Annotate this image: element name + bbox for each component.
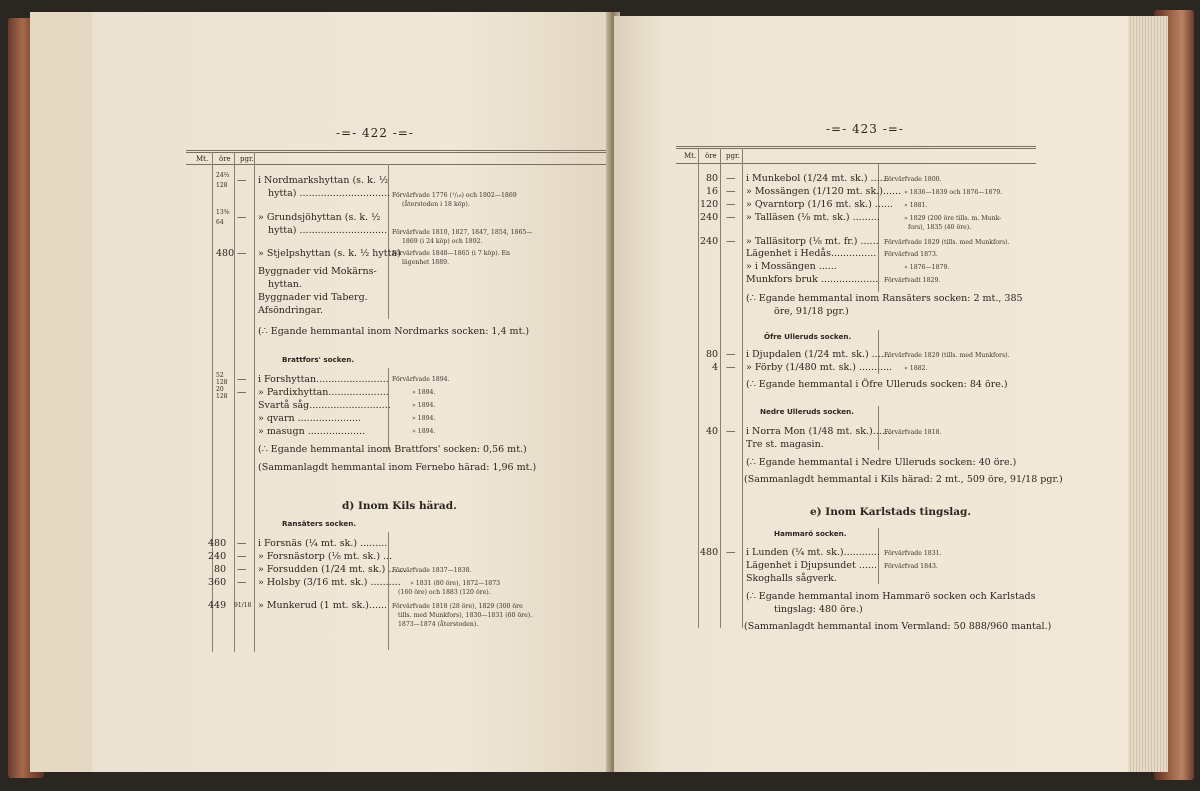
list-item: » masugn ................... <box>258 426 366 437</box>
chapter-heading: d) Inom Kils härad. <box>342 500 457 512</box>
left-page: -=- 422 -=- Mt. öre pgr. 24⅔ 128 — i Nordmarkshyttan (s. k. ½ hytta) .............................. Förvärfvade 1776 (¹/₁₈) och 1802—1869 (återstoden i 18 köp). 13⅜ 64 — » Grundsjöhyttan (s. k. ½ hytta) ............................. Förvärfvade 1810, 1827, 1847, 1854, 1865— 1869 (i 24 köp) och 1892. 480 — » Stjelpshyttan (s. k. ½ hytta) Förvärfvade 1848—1865 (i 7 köp). En lägenhet 1889. Byggnader vid Mokärns- hyttan. Byggnader vid Taberg. Afsöndringar. (∴ Egande hemmantal inom Nordmarks socken: 1,4 mt.) Brattfors' socken. 52 128 20 128 — i Forshyttan........................ Förvärfvade 1894. — » Pardixhyttan.................... » 1894. Svartå såg........................... » 1894. » qvarn ..................... » 1894. » masugn ................... » 1894. (∴ Egande hemmantal inom Brattfors' socken: 0,56 mt.) (Sammanlagdt hemmantal inom Fernebo härad: 1,96 mt.) d) Inom Kils härad. Ransäters socken. 480 — i Forsnäs (¼ mt. sk.) ......... 240 — » Forsnästorp (⅛ mt. sk.) ... 80 — » Forsudden (1/24 mt. sk.) ...... Förvärfvade 1837—1838. 360 — » Holsby (3/16 mt. sk.) .......... » 1831 (80 öre), 1872—1873 (160 öre) och 1883 (120 öre). 449 91/18 » Munkerud (1 mt. sk.)...... Förvärfvade 1818 (28 öre), 1829 (300 öre tills. med Munkfors), 1830—1831 (60 öre). 1873—1874 (återstoden). <box>92 12 612 772</box>
table-top-rule <box>676 146 1036 147</box>
list-item: i Forsnäs (¼ mt. sk.) ......... <box>258 538 388 549</box>
summary-line: (∴ Egande hemmantal inom Nordmarks socken: 1,4 mt.) <box>258 326 530 337</box>
list-item: » Mossängen (1/120 mt. sk.)...... <box>746 186 902 197</box>
list-item: i Lunden (¼ mt. sk.)............ <box>746 547 880 558</box>
list-item: » Holsby (3/16 mt. sk.) .......... <box>258 577 401 588</box>
summary-line: (∴ Egande hemmantal i Öfre Ulleruds socken: 84 öre.) <box>746 379 1008 390</box>
list-item: Svartå såg........................... <box>258 400 391 411</box>
list-item: Skoghalls sågverk. <box>746 573 837 584</box>
page-edge-right <box>1128 16 1168 772</box>
summary-line: (∴ Egande hemmantal i Nedre Ulleruds socken: 40 öre.) <box>746 457 1017 468</box>
list-item: Tre st. magasin. <box>746 439 824 450</box>
summary-line: (∴ Egande hemmantal inom Brattfors' socken: 0,56 mt.) <box>258 444 527 455</box>
list-item: » Talläsitorp (⅛ mt. fr.) ...... <box>746 236 879 247</box>
list-item: Lägenhet i Djupsundet ...... <box>746 560 877 571</box>
section-heading: Ransäters socken. <box>282 519 357 528</box>
section-heading: Brattfors' socken. <box>282 355 355 364</box>
section-heading: Hammarö socken. <box>774 529 847 538</box>
list-item: Lägenhet i Hedås............... <box>746 248 877 259</box>
header-pgr: pgr. <box>726 152 740 160</box>
header-ore: öre <box>219 155 231 163</box>
header-mt: Mt. <box>684 152 697 160</box>
list-item: » Munkerud (1 mt. sk.)...... <box>258 600 388 611</box>
list-item: » Stjelpshyttan (s. k. ½ hytta) <box>258 248 401 259</box>
page-edge-left <box>30 12 92 772</box>
list-item: » Pardixhyttan.................... <box>258 387 389 398</box>
section-heading: Nedre Ulleruds socken. <box>760 407 854 416</box>
list-item: » Grundsjöhyttan (s. k. ½ <box>258 212 381 223</box>
header-pgr: pgr. <box>240 155 254 163</box>
page-number: -=- 422 -=- <box>336 126 414 140</box>
list-item: i Munkebol (1/24 mt. sk.) ...... <box>746 173 889 184</box>
table-header-rule <box>186 164 606 165</box>
list-item: » qvarn ..................... <box>258 413 362 424</box>
header-ore: öre <box>705 152 717 160</box>
list-item: » i Mossängen ...... <box>746 261 837 272</box>
list-item: i Nordmarkshyttan (s. k. ½ <box>258 175 389 186</box>
list-item: i Forshyttan........................ <box>258 374 389 385</box>
summary-line: (Sammanlagdt hemmantal inom Vermland: 50 888/960 mantal.) <box>744 621 1052 632</box>
page-number: -=- 423 -=- <box>826 122 904 136</box>
chapter-heading: e) Inom Karlstads tingslag. <box>810 506 972 518</box>
list-item: Munkfors bruk ................... <box>746 274 879 285</box>
table-top-rule <box>186 150 606 151</box>
list-item: » Talläsen (⅛ mt. sk.) ......... <box>746 212 880 223</box>
summary-line: (∴ Egande hemmantal inom Hammarö socken och Karlstads <box>746 591 1036 602</box>
table-header-rule <box>676 163 1036 164</box>
list-item: i Djupdalen (1/24 mt. sk.) ...... <box>746 349 890 360</box>
list-item: i Norra Mon (1/48 mt. sk.)...... <box>746 426 891 437</box>
list-item: » Forsnästorp (⅛ mt. sk.) ... <box>258 551 393 562</box>
header-mt: Mt. <box>196 155 209 163</box>
section-heading: Öfre Ulleruds socken. <box>764 332 852 341</box>
summary-line: (Sammanlagdt hemmantal inom Fernebo härad: 1,96 mt.) <box>258 462 537 473</box>
list-item: » Qvarntorp (1/16 mt. sk.) ...... <box>746 199 893 210</box>
list-item: » Förby (1/480 mt. sk.) ........... <box>746 362 893 373</box>
summary-line: (∴ Egande hemmantal inom Ransäters socken: 2 mt., 385 <box>746 293 1023 304</box>
right-page: -=- 423 -=- Mt. öre pgr. 80 — i Munkebol (1/24 mt. sk.) ...... Förvärfvade 1800. 16 — » Mossängen (1/120 mt. sk.)...... » 1836—1839 och 1876—1879. 120 — » Qvarntorp (1/16 mt. sk.) ...... » 1881. 240 — » Talläsen (⅛ mt. sk.) ......... » 1829 (200 öre tills. m. Munk- fors), 1835 (40 öre). 240 — » Talläsitorp (⅛ mt. fr.) ...... Förvärfvade 1829 (tills. med Munkfors). Lägenhet i Hedås............... Förvärfvad 1873. » i Mossängen ...... » 1876—1879. Munkfors bruk ................... Förvärfvadt 1829. (∴ Egande hemmantal inom Ransäters socken: 2 mt., 385 öre, 91/18 pgr.) Öfre Ulleruds socken. 80 — i Djupdalen (1/24 mt. sk.) ...... Förvärfvade 1829 (tills. med Munkfors). 4 — » Förby (1/480 mt. sk.) ........... » 1882. (∴ Egande hemmantal i Öfre Ulleruds socken: 84 öre.) Nedre Ulleruds socken. 40 — i Norra Mon (1/48 mt. sk.)...... Förvärfvade 1818. Tre st. magasin. (∴ Egande hemmantal i Nedre Ulleruds socken: 40 öre.) (Sammanlagdt hemmantal i Kils härad: 2 mt., 509 öre, 91/18 pgr.) e) Inom Karlstads tingslag. Hammarö socken. 480 — i Lunden (¼ mt. sk.)............ Förvärfvade 1831. Lägenhet i Djupsundet ...... Förvärfvad 1843. Skoghalls sågverk. (∴ Egande hemmantal inom Hammarö socken och Karlstads tingslag: 480 öre.) (Sammanlagdt hemmantal inom Vermland: 50 888/960 mantal.) <box>614 16 1128 772</box>
summary-line: (Sammanlagdt hemmantal i Kils härad: 2 mt., 509 öre, 91/18 pgr.) <box>744 474 1063 485</box>
list-item: » Forsudden (1/24 mt. sk.) ...... <box>258 564 407 575</box>
